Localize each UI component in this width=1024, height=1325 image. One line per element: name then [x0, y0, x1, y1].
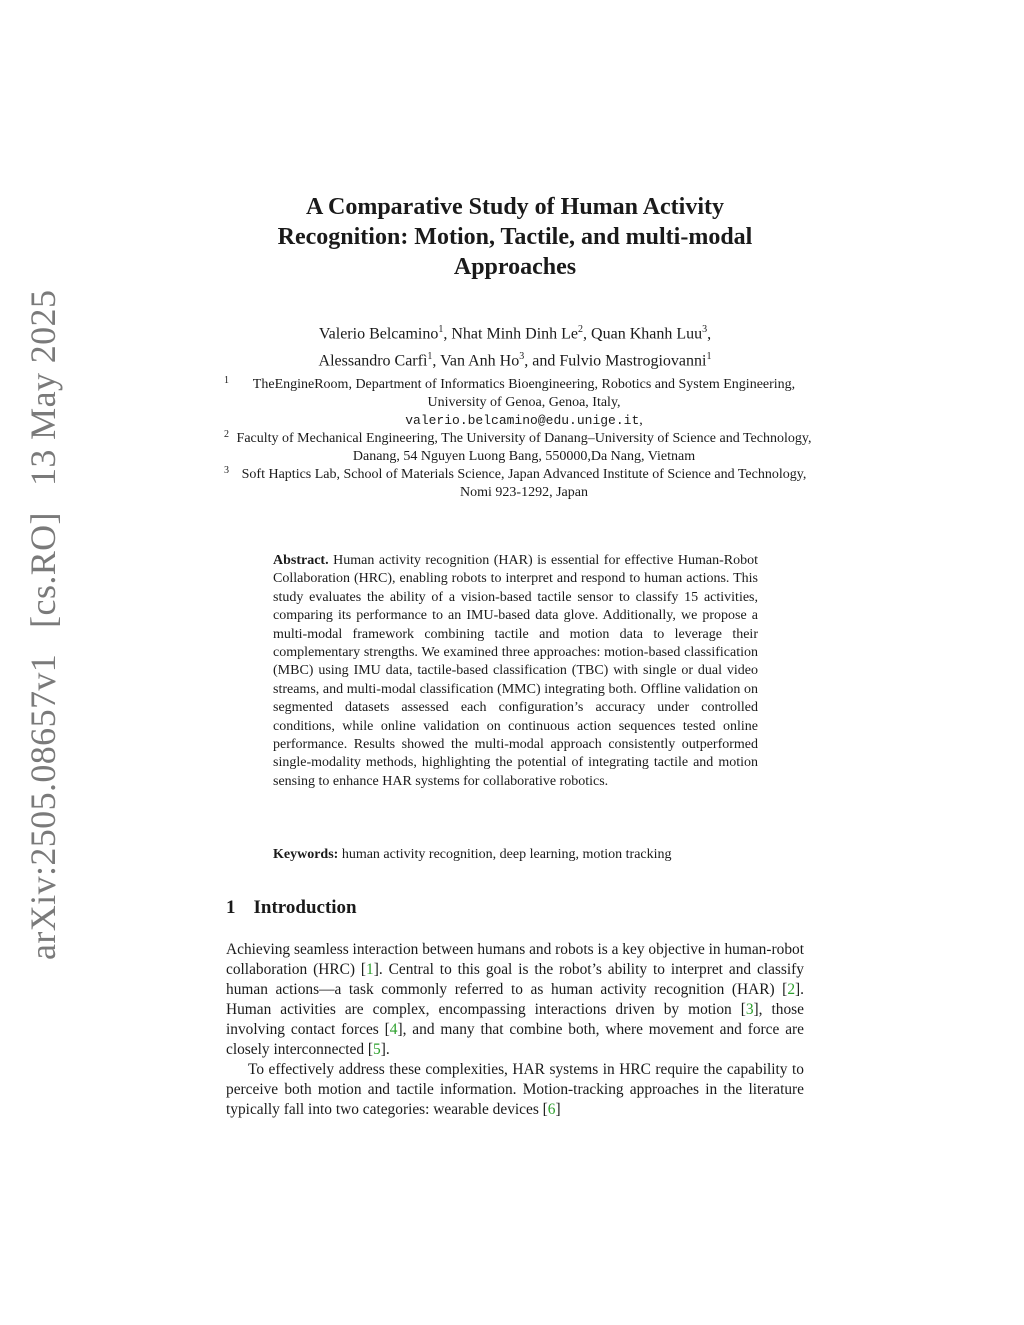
- author-affiliation-mark: 1: [427, 351, 433, 363]
- paper-title: [200, 192, 830, 282]
- keywords-text: human activity recognition, deep learning, motion tracking: [341, 847, 672, 862]
- affiliation-list: [222, 376, 812, 502]
- author-affiliation-mark: 3: [519, 351, 525, 363]
- affiliation-item: [222, 430, 812, 466]
- author-affiliation-mark: 2: [578, 324, 584, 335]
- author-name: Valerio Belcamino: [318, 325, 439, 343]
- affiliation-item: 1 TheEngineRoom, Department of Informatics Bioengineering, Robotics and System Engineering, University of Genoa, Genoa, Italy, valerio.belcamino@edu.unige.it,: [222, 376, 812, 430]
- author-affiliation-mark: 1: [438, 324, 444, 335]
- author-affiliation-mark: 3: [702, 324, 708, 335]
- intro-paragraph-1: Achieving seamless interaction between humans and robots is a key objective in human-robot collaboration (HRC) [1]. Central to this goal is the robot’s ability to interpret and classify human actions—a task commonly referred to as human activity recognition (HAR) [2]. Human activities are complex, encompassing interactions driven by motion [3], those involving contact forces [4], and many that combine both, where movement and force are closely interconnected [5].: [226, 941, 804, 1059]
- keywords-label: Keywords:: [273, 847, 339, 862]
- arxiv-id: arXiv:2505.08657v1: [23, 653, 63, 960]
- section-title: Introduction: [253, 897, 357, 918]
- affiliation-item: [222, 466, 812, 502]
- abstract-label: Abstract.: [273, 553, 329, 568]
- author-list: Valerio Belcamino$^1$, Nhat Minh Dinh Le$^2$, Quan Khanh Luu$^3$, Alessandro Carfì$^1$, Van Anh Ho$^3$, and Fulvio Mastrogiovanni$^1$: [318, 324, 712, 370]
- citation-link[interactable]: 6: [547, 1101, 556, 1119]
- affiliation-number: 3: [224, 465, 229, 476]
- title-line-2: Recognition: Motion, Tactile, and multi-modal: [277, 224, 753, 250]
- citation-link[interactable]: 5: [373, 1041, 381, 1059]
- arxiv-category: [cs.RO]: [23, 512, 63, 628]
- author-name: Quan Khanh Luu: [591, 325, 703, 343]
- affiliation-number: 2: [224, 429, 229, 440]
- title-line-3: Approaches: [453, 254, 577, 280]
- section-number: 1: [226, 897, 236, 918]
- author-name: Fulvio Mastrogiovanni: [559, 352, 707, 370]
- abstract: [273, 552, 758, 791]
- citation-link[interactable]: 2: [787, 981, 796, 999]
- title-line-1: A Comparative Study of Human Activity: [305, 194, 724, 220]
- arxiv-date: 13 May 2025: [23, 289, 63, 487]
- arxiv-identifier-stamp: [22, 289, 66, 960]
- author-name: Nhat Minh Dinh Le: [451, 325, 579, 343]
- affiliation-number: 1: [224, 375, 229, 386]
- citation-link[interactable]: 4: [389, 1021, 398, 1039]
- abstract-text: Human activity recognition (HAR) is essential for effective Human-Robot Collaboration (HRC), enabling robots to interpret and respond to human actions. This study evaluates the ability of a vision-based tactile sensor to classify 15 activities, comparing its performance to an IMU-based data glove. Additionally, we propose a multi-modal framework combining tactile and motion data to leverage their complementary strengths. We examined three approaches: motion-based classification (MBC) using IMU data, tactile-based classification (TBC) with single or dual video streams, and multi-modal classification (MMC) integrating both. Offline validation on segmented datasets assessed each configuration’s accuracy under controlled conditions, while online validation on continuous action sequences tested online performance. Results showed the multi-modal approach consistently outperformed single-modality methods, highlighting the potential of integrating tactile and motion sensing to enhance HAR systems for collaborative robotics.: [273, 553, 758, 789]
- affiliation-text: Faculty of Mechanical Engineering, The University of Danang–University of Science and Technology, Danang, 54 Nguyen Luong Bang, 550000,Da Nang, Vietnam: [236, 431, 812, 464]
- citation-link[interactable]: 3: [745, 1001, 754, 1019]
- author-affiliation-mark: 1: [706, 351, 712, 363]
- affiliation-text: TheEngineRoom, Department of Informatics Bioengineering, Robotics and System Engineering, University of Genoa, Genoa, Italy,: [252, 377, 796, 410]
- author-email-link[interactable]: valerio.belcamino@edu.unige.it: [405, 413, 640, 428]
- author-name: Van Anh Ho: [440, 352, 520, 370]
- section-heading-introduction: [226, 897, 357, 919]
- affiliation-text: Soft Haptics Lab, School of Materials Science, Japan Advanced Institute of Science and Technology, Nomi 923-1292, Japan: [241, 467, 807, 500]
- citation-link[interactable]: 1: [366, 961, 374, 979]
- intro-paragraph-2: To effectively address these complexities, HAR systems in HRC require the capability to perceive both motion and tactile information. Motion-tracking approaches in the literature typically fall into two categories: wearable devices [6]: [226, 1061, 804, 1119]
- author-name: Alessandro Carfì: [318, 352, 428, 370]
- keywords: [273, 846, 763, 864]
